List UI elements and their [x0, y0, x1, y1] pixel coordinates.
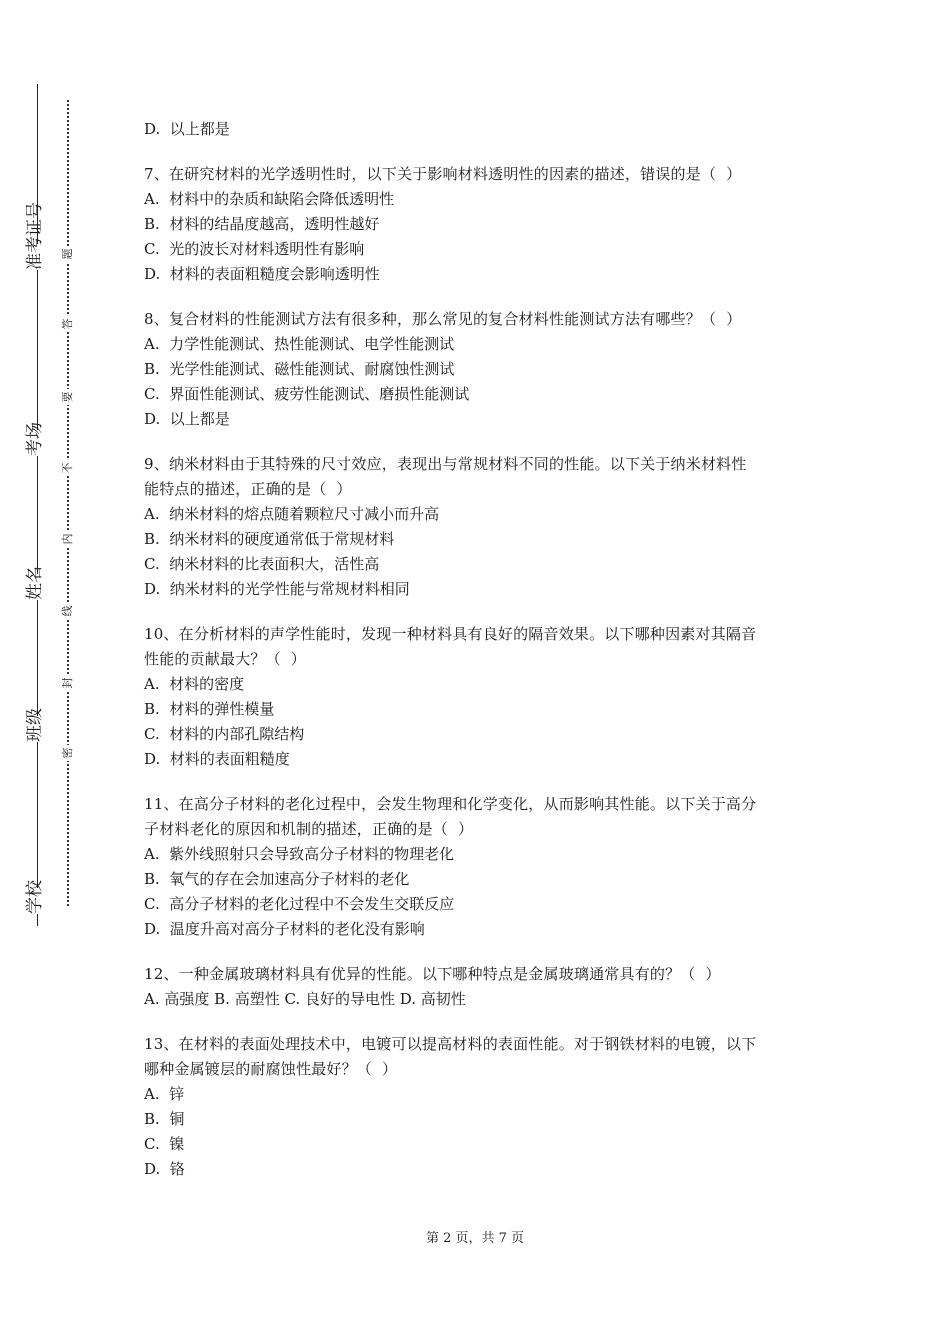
option-d: D. 材料的表面粗糙度	[144, 750, 290, 768]
option-a: A. 力学性能测试、热性能测试、电学性能测试	[144, 335, 455, 353]
question-stem: 7、在研究材料的光学透明性时，以下关于影响材料透明性的因素的描述，错误的是（ ）	[144, 165, 742, 183]
question-12	[144, 962, 824, 1012]
question-7	[144, 162, 824, 287]
page-number: 第 2 页，共 7 页	[425, 1231, 525, 1246]
class-label	[18, 708, 52, 742]
seal-char-da: 答	[60, 316, 76, 332]
option-c: C. 界面性能测试、疲劳性能测试、磨损性能测试	[144, 385, 470, 403]
question-stem-line-2: 性能的贡献最大？（ ）	[144, 650, 306, 668]
binding-margin	[0, 0, 74, 1344]
question-8	[144, 307, 824, 432]
question-list	[144, 117, 824, 1202]
question-6-tail	[144, 117, 824, 142]
seal-char-yao: 要	[60, 389, 76, 405]
option-b: B. 铜	[144, 1110, 185, 1128]
exam-id-text: 准考证号	[25, 202, 45, 270]
question-stem: 12、一种金属玻璃材料具有优异的性能。以下哪种特点是金属玻璃通常具有的？（ ）	[144, 965, 721, 983]
option-d: D. 纳米材料的光学性能与常规材料相同	[144, 580, 410, 598]
name-label	[18, 566, 52, 600]
option-d: D. 铬	[144, 1160, 185, 1178]
option-c: C. 镍	[144, 1135, 185, 1153]
question-stem-line-1: 10、在分析材料的声学性能时，发现一种材料具有良好的隔音效果。以下哪种因素对其隔音	[144, 625, 757, 643]
question-stem-line-2: 子材料老化的原因和机制的描述，正确的是（ ）	[144, 820, 474, 838]
option-d: D. 以上都是	[144, 120, 230, 138]
question-stem-line-2: 哪种金属镀层的耐腐蚀性最好？（ ）	[144, 1060, 398, 1078]
seal-char-ti: 题	[60, 246, 76, 262]
question-13	[144, 1032, 824, 1182]
question-stem-line-2: 能特点的描述，正确的是（ ）	[144, 480, 352, 498]
option-b: B. 纳米材料的硬度通常低于常规材料	[144, 530, 395, 548]
exam-id-label	[18, 202, 52, 270]
seal-char-bu: 不	[60, 460, 76, 476]
school-text: 学校	[25, 880, 45, 914]
option-a: A. 材料的密度	[144, 675, 245, 693]
seal-char-xian: 线	[60, 603, 76, 619]
option-c: C. 光的波长对材料透明性有影响	[144, 240, 365, 258]
class-text: 班级	[25, 708, 45, 742]
option-a: A. 材料中的杂质和缺陷会降低透明性	[144, 190, 395, 208]
option-c: C. 纳米材料的比表面积大，活性高	[144, 555, 380, 573]
question-stem-line-1: 11、在高分子材料的老化过程中，会发生物理和化学变化，从而影响其性能。以下关于高分	[144, 795, 757, 813]
question-stem-line-1: 13、在材料的表面处理技术中，电镀可以提高材料的表面性能。对于钢铁材料的电镀，以下	[144, 1035, 757, 1053]
option-b: B. 材料的结晶度越高，透明性越好	[144, 215, 380, 233]
option-a: A. 锌	[144, 1085, 185, 1103]
exam-room-text: 考场	[25, 422, 45, 456]
option-c: C. 材料的内部孔隙结构	[144, 725, 305, 743]
option-b: B. 氧气的存在会加速高分子材料的老化	[144, 870, 410, 888]
school-label	[18, 880, 52, 914]
question-9	[144, 452, 824, 602]
name-text: 姓名	[25, 566, 45, 600]
seal-dotted-line	[67, 100, 69, 906]
question-stem: 8、复合材料的性能测试方法有很多种，那么常见的复合材料性能测试方法有哪些？（ ）	[144, 310, 742, 328]
seal-char-mi: 密	[60, 745, 76, 761]
option-b: B. 光学性能测试、磁性能测试、耐腐蚀性测试	[144, 360, 455, 378]
exam-room-label	[18, 422, 52, 456]
question-11	[144, 792, 824, 942]
option-b: B. 材料的弹性模量	[144, 700, 275, 718]
option-c: C. 高分子材料的老化过程中不会发生交联反应	[144, 895, 455, 913]
question-10	[144, 622, 824, 772]
option-a: A. 纳米材料的熔点随着颗粒尺寸减小而升高	[144, 505, 440, 523]
option-d: D. 材料的表面粗糙度会影响透明性	[144, 265, 380, 283]
seal-char-nei: 内	[60, 531, 76, 547]
options-inline: A. 高强度 B. 高塑性 C. 良好的导电性 D. 高韧性	[144, 990, 466, 1008]
seal-char-feng: 封	[60, 675, 76, 691]
option-a: A. 紫外线照射只会导致高分子材料的物理老化	[144, 845, 455, 863]
option-d: D. 以上都是	[144, 410, 230, 428]
option-d: D. 温度升高对高分子材料的老化没有影响	[144, 920, 425, 938]
question-stem-line-1: 9、纳米材料由于其特殊的尺寸效应，表现出与常规材料不同的性能。以下关于纳米材料性	[144, 455, 747, 473]
